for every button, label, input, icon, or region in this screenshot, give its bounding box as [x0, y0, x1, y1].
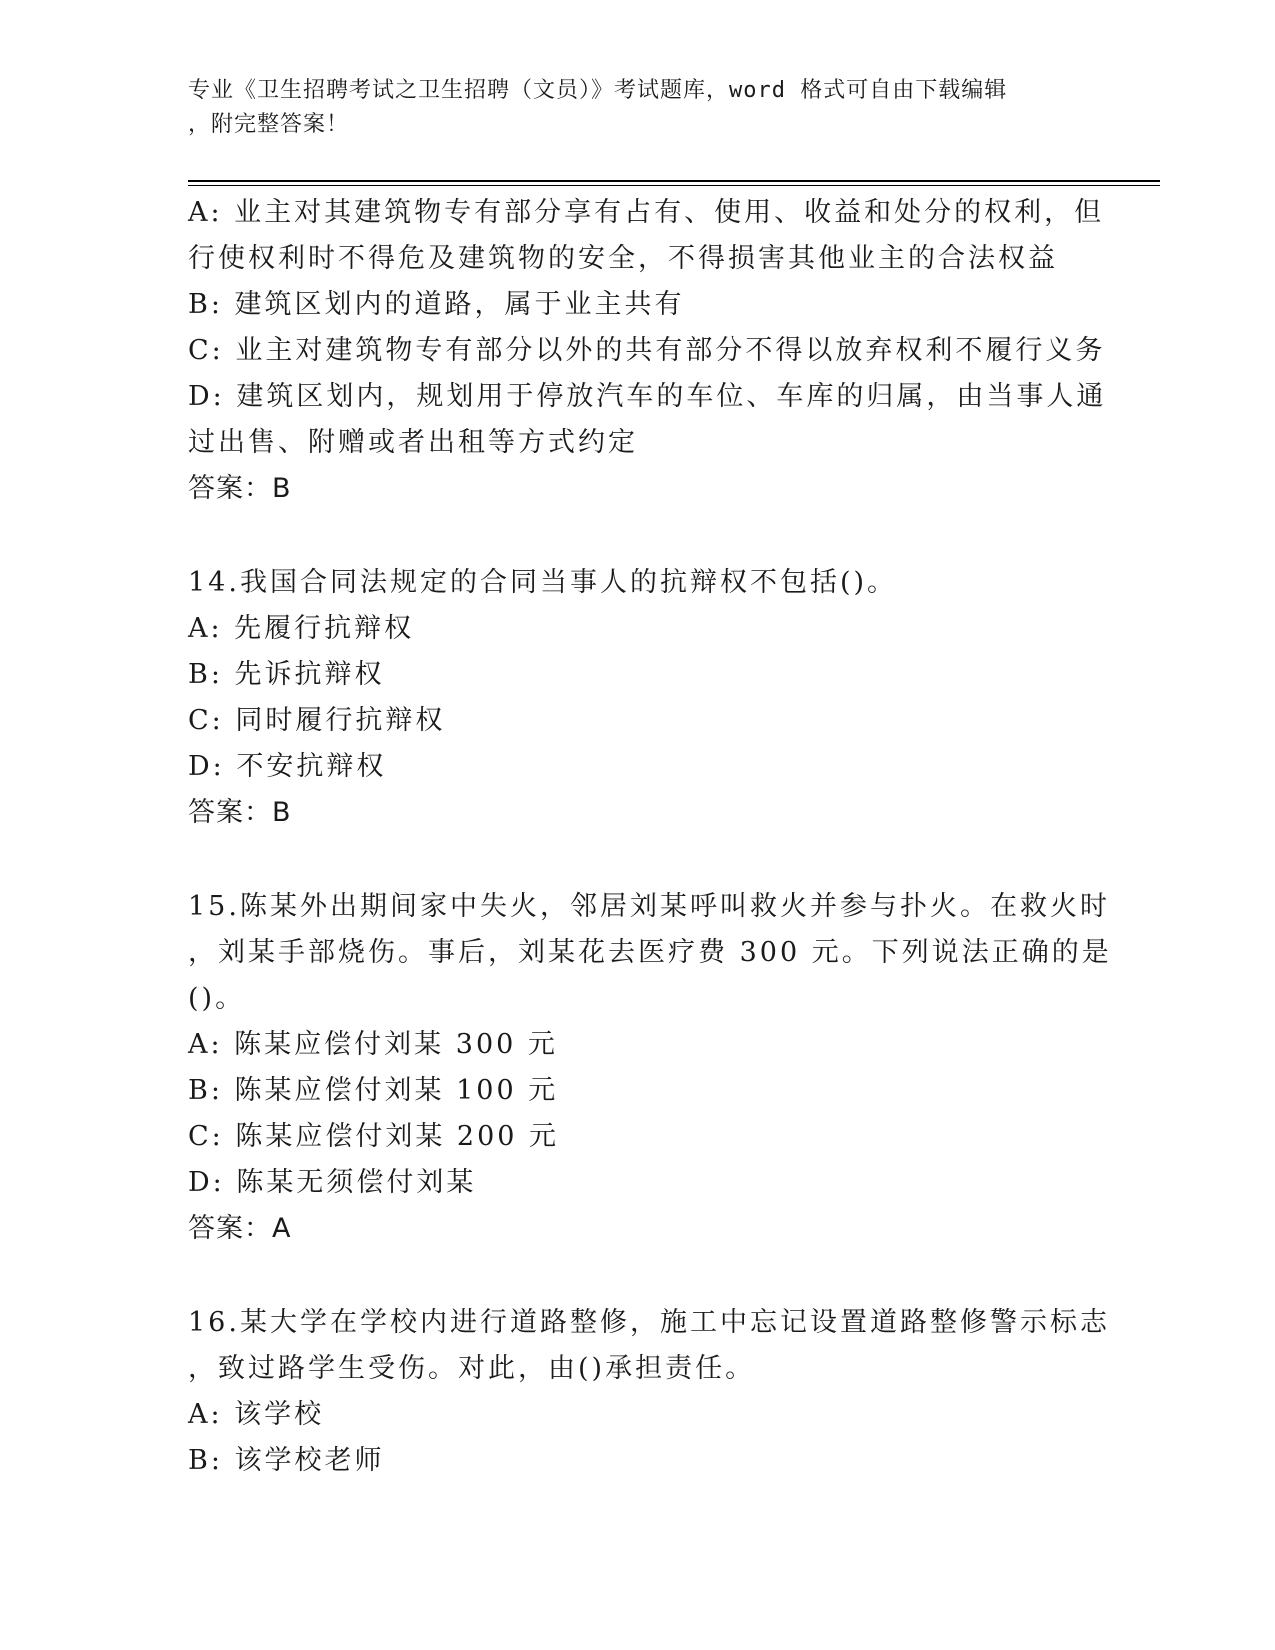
header-divider-thick — [188, 180, 1160, 182]
answer: 答案：A — [188, 1213, 292, 1244]
option-d-line-1: D: 建筑区划内，规划用于停放汽车的车位、车库的归属，由当事人通 — [188, 381, 1107, 412]
question-16 — [188, 1300, 1110, 1484]
option-c: C: 业主对建筑物专有部分以外的共有部分不得以放弃权利不履行义务 — [188, 335, 1106, 366]
question-stem-line-3: ()。 — [188, 983, 246, 1014]
question-stem-line-2: ，刘某手部烧伤。事后，刘某花去医疗费 300 元。下列说法正确的是 — [188, 937, 1112, 968]
option-b: B: 先诉抗辩权 — [188, 659, 385, 690]
option-a: A: 该学校 — [188, 1399, 325, 1430]
option-b: B: 该学校老师 — [188, 1445, 385, 1476]
option-c: C: 同时履行抗辩权 — [188, 705, 446, 736]
answer: 答案：B — [188, 473, 292, 504]
question-15 — [188, 884, 1112, 1252]
header-line-2: ，附完整答案！ — [188, 112, 350, 137]
option-d: D: 陈某无须偿付刘某 — [188, 1167, 477, 1198]
document-header — [188, 74, 1068, 142]
option-d-line-2: 过出售、附赠或者出租等方式约定 — [188, 427, 638, 458]
option-b: B: 建筑区划内的道路，属于业主共有 — [188, 289, 685, 320]
question-stem-line-2: ，致过路学生受伤。对此，由()承担责任。 — [188, 1353, 756, 1384]
option-a-line-1: A: 业主对其建筑物专有部分享有占有、使用、收益和处分的权利，但 — [188, 197, 1105, 228]
option-a: A: 先履行抗辩权 — [188, 613, 415, 644]
header-line-1: 专业《卫生招聘考试之卫生招聘（文员）》考试题库，word 格式可自由下载编辑 — [188, 78, 1008, 103]
question-13 — [188, 190, 1107, 512]
header-divider-thin — [188, 185, 1160, 186]
question-list — [188, 190, 1112, 1484]
question-14 — [188, 560, 1088, 836]
question-stem: 14.我国合同法规定的合同当事人的抗辩权不包括()。 — [188, 567, 898, 598]
option-b: B: 陈某应偿付刘某 100 元 — [188, 1075, 559, 1106]
answer: 答案：B — [188, 797, 292, 828]
option-d: D: 不安抗辩权 — [188, 751, 387, 782]
question-stem-line-1: 15.陈某外出期间家中失火，邻居刘某呼叫救火并参与扑火。在救火时 — [188, 891, 1110, 922]
option-c: C: 陈某应偿付刘某 200 元 — [188, 1121, 560, 1152]
option-a-line-2: 行使权利时不得危及建筑物的安全，不得损害其他业主的合法权益 — [188, 243, 1058, 274]
option-a: A: 陈某应偿付刘某 300 元 — [188, 1029, 558, 1060]
question-stem-line-1: 16.某大学在学校内进行道路整修，施工中忘记设置道路整修警示标志 — [188, 1307, 1110, 1338]
